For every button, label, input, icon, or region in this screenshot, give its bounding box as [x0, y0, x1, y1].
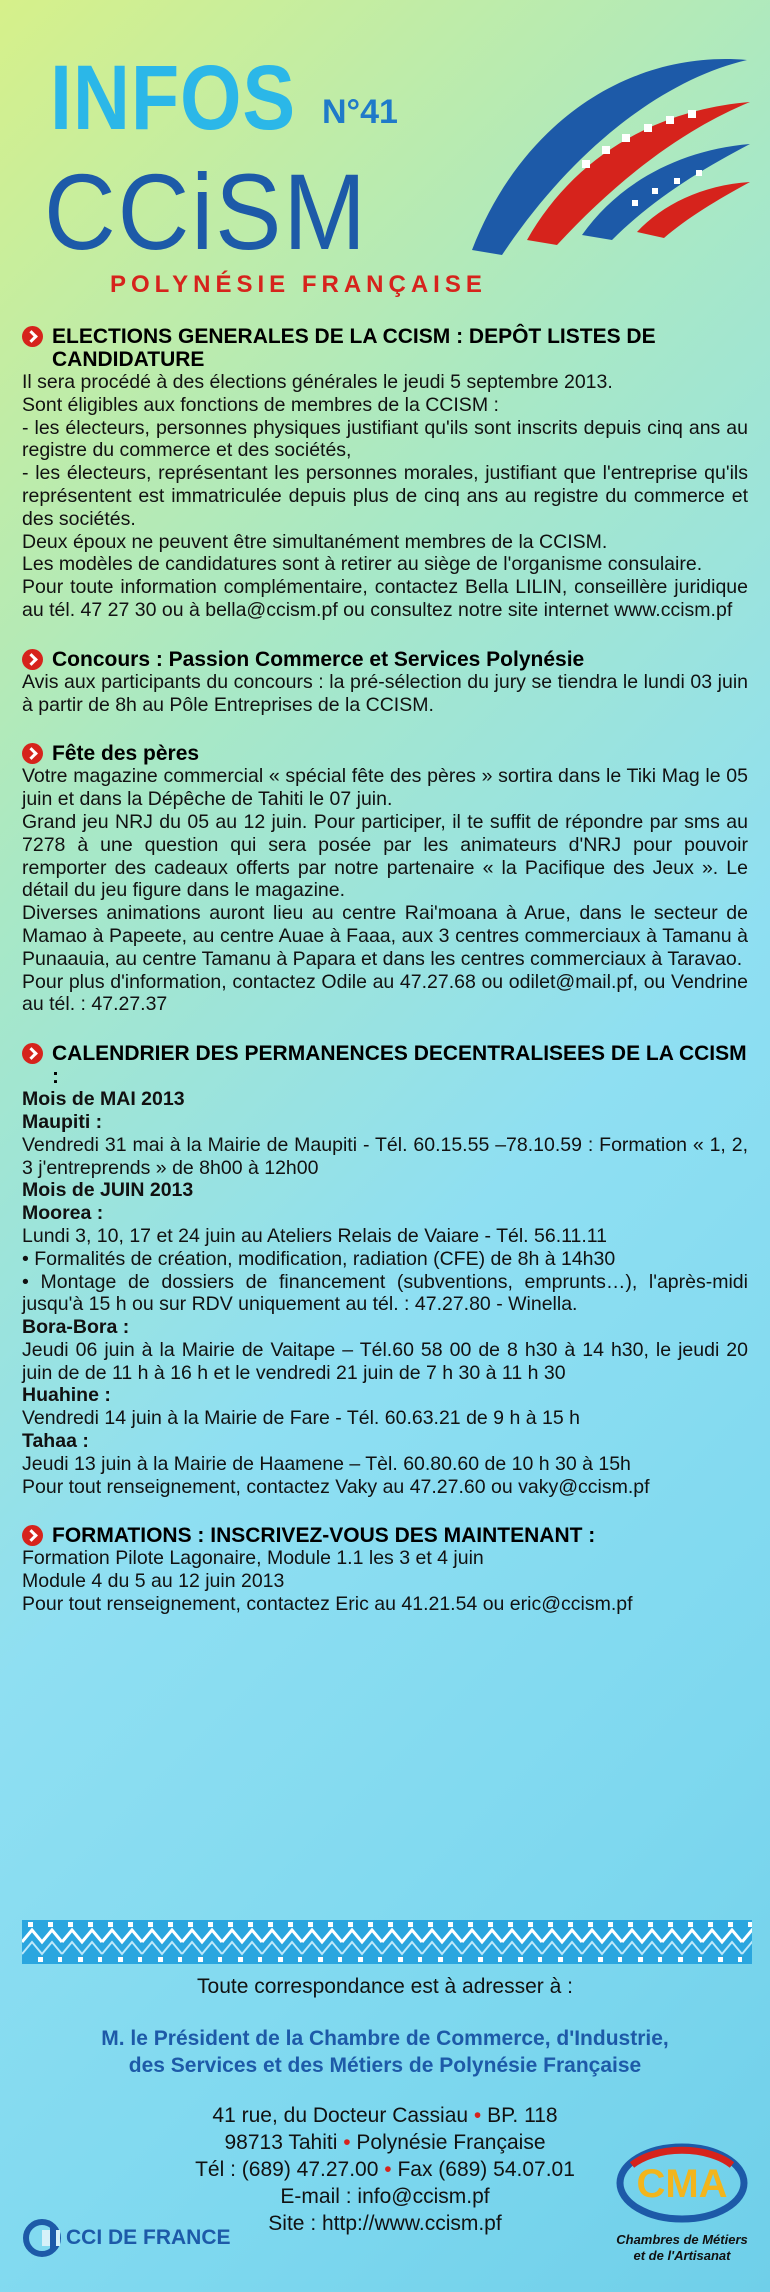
paragraph: • Formalités de création, modification, radiation (CFE) de 8h à 14h30: [22, 1247, 616, 1270]
separator-dot-icon: •: [343, 2131, 351, 2154]
svg-text:CMA: CMA: [636, 2162, 728, 2206]
paragraph: Votre magazine commercial « spécial fête des pères » sortira dans le Tiki Mag le 05 juin et dans la Dépêche de Tahiti le 07 juin.: [22, 765, 748, 811]
ccism-swoosh-logo-icon: [432, 40, 752, 270]
section-heading: [22, 325, 748, 371]
section-calendrier: [22, 1042, 748, 1498]
paragraph: - les électeurs, personnes physiques justifiant qu'ils sont inscrits depuis cinq ans au registre du commerce et des sociétés,: [22, 416, 748, 462]
polynesian-pattern-divider: [22, 1920, 752, 1964]
country: Polynésie Française: [356, 2131, 546, 2154]
section-concours: [22, 648, 748, 717]
paragraph: Deux époux ne peuvent être simultanément membres de la CCISM.: [22, 530, 608, 553]
section-heading: [22, 1042, 748, 1088]
arrow-bullet-icon: [22, 743, 43, 764]
section-heading: [22, 1524, 748, 1547]
paragraph: Les modèles de candidatures sont à retirer au siège de l'organisme consulaire.: [22, 553, 703, 576]
paragraph: • Montage de dossiers de financement (subventions, emprunts…), l'après-midi jusqu'à 15 h ou sur RDV uniquement au tél. : 47.27.80 - Winella.: [22, 1270, 748, 1316]
address-line: [150, 2156, 620, 2183]
cma-caption-line: Chambres de Métiers: [616, 2232, 748, 2247]
section-title: Concours : Passion Commerce et Services Polynésie: [52, 647, 585, 671]
arrow-bullet-icon: [22, 649, 43, 670]
island-heading: Huahine :: [22, 1384, 111, 1407]
paragraph: - les électeurs, représentant les personnes morales, justifiant que l'entreprise qu'ils représentent est immatriculée depuis plus de cinq ans au registre du commerce et des sociétés.: [22, 462, 748, 530]
addressee-line: des Services et des Métiers de Polynésie Française: [128, 2054, 642, 2077]
arrow-bullet-icon: [22, 326, 43, 347]
articles: [22, 325, 748, 1642]
addressee: [0, 2025, 770, 2079]
island-heading: Moorea :: [22, 1202, 104, 1225]
island-heading: Tahaa :: [22, 1430, 89, 1453]
paragraph: Il sera procédé à des élections générales le jeudi 5 septembre 2013.: [22, 371, 613, 393]
section-heading: [22, 648, 748, 671]
section-title: Fête des pères: [52, 742, 200, 766]
paragraph: Sont éligibles aux fonctions de membres de la CCISM :: [22, 393, 499, 416]
cma-caption-line: et de l'Artisanat: [633, 2248, 731, 2263]
section-heading: [22, 742, 748, 765]
paragraph: Vendredi 31 mai à la Mairie de Maupiti - Tél. 60.15.55 –78.10.59 : Formation « 1, 2, 3 j'entreprends » de 8h00 à 12h00: [22, 1133, 748, 1179]
paragraph: Jeudi 06 juin à la Mairie de Vaitape – Tél.60 58 00 de 8 h30 à 14 h30, le jeudi 20 juin de de 11 h à 16 h et le vendredi 21 juin de 7 h 30 à 11 h 30: [22, 1338, 748, 1384]
arrow-bullet-icon: [22, 1043, 43, 1064]
section-elections: [22, 325, 748, 622]
infos-title: INFOS: [50, 47, 297, 149]
paragraph: Module 4 du 5 au 12 juin 2013: [22, 1570, 285, 1593]
correspondence-note: Toute correspondance est à adresser à :: [197, 1975, 573, 1998]
paragraph: Pour tout renseignement, contactez Eric au 41.21.54 ou eric@ccism.pf: [22, 1593, 633, 1616]
island-heading: Maupiti :: [22, 1110, 103, 1133]
paragraph: Avis aux participants du concours : la pré-sélection du jury se tiendra le lundi 03 juin à partir de 8h au Pôle Entreprises de la CCISM.: [22, 670, 748, 716]
paragraph: Lundi 3, 10, 17 et 24 juin au Ateliers Relais de Vaiare - Tél. 56.11.11: [22, 1224, 608, 1247]
section-title: FORMATIONS : INSCRIVEZ-VOUS DES MAINTENANT :: [52, 1524, 596, 1548]
addressee-line: M. le Président de la Chambre de Commerce, d'Industrie,: [101, 2027, 669, 2050]
paragraph: Pour plus d'information, contactez Odile au 47.27.68 ou odilet@mail.pf, ou Vendrine au tél. : 47.27.37: [22, 970, 748, 1016]
ccism-logo-text: CCiSM: [44, 151, 368, 272]
island-heading: Bora-Bora :: [22, 1316, 130, 1339]
po-box: BP. 118: [487, 2104, 558, 2127]
paragraph: Grand jeu NRJ du 05 au 12 juin. Pour participer, il te suffit de répondre par sms au 7278 à une question qui sera posée par les animateurs d'NRJ pour pouvoir remporter des cadeaux offerts par notre partenaire « la Pacifique des Jeux ». Le détail du jeu figure dans le magazine.: [22, 810, 748, 902]
cma-logo-icon: [612, 2135, 752, 2230]
month-heading: Mois de JUIN 2013: [22, 1179, 194, 1202]
city: 98713 Tahiti: [224, 2131, 338, 2154]
paragraph: Diverses animations auront lieu au centre Rai'moana à Arue, dans le secteur de Mamao à Papeete, au centre Auae à Faaa, aux 3 centres commerciaux à Tamanu à Punaauia, au centre Tamanu à Papara et dans les centres commerciaux à Taravao.: [22, 902, 748, 970]
separator-dot-icon: •: [384, 2158, 392, 2181]
cci-de-france-text: CCI DE FRANCE: [66, 2226, 231, 2249]
arrow-bullet-icon: [22, 1525, 43, 1546]
section-formations: [22, 1524, 748, 1615]
fax: Fax (689) 54.07.01: [397, 2158, 575, 2181]
phone: Tél : (689) 47.27.00: [195, 2158, 379, 2181]
cma-caption: [602, 2232, 762, 2264]
paragraph: Pour toute information complémentaire, contactez Bella LILIN, conseillère juridique au tél. 47 27 30 ou à bella@ccism.pf ou consultez notre site internet www.ccism.pf: [22, 576, 748, 621]
section-fete-des-peres: [22, 742, 748, 1016]
address-line: [150, 2129, 620, 2156]
section-title: ELECTIONS GENERALES DE LA CCISM : DEPÔT LISTES DE CANDIDATURE: [52, 325, 656, 371]
address-line: [150, 2102, 620, 2129]
paragraph: Jeudi 13 juin à la Mairie de Haamene – Tèl. 60.80.60 de 10 h 30 à 15h: [22, 1452, 631, 1475]
month-heading: Mois de MAI 2013: [22, 1088, 185, 1111]
issue-number: N°41: [322, 93, 398, 131]
postal-address: [150, 2102, 620, 2237]
section-title: CALENDRIER DES PERMANENCES DECENTRALISEES DE LA CCISM :: [52, 1042, 747, 1089]
masthead: [0, 0, 770, 318]
paragraph: Vendredi 14 juin à la Mairie de Fare - Tél. 60.63.21 de 9 h à 15 h: [22, 1407, 580, 1430]
email: E-mail : info@ccism.pf: [280, 2185, 490, 2208]
paragraph: Pour tout renseignement, contactez Vaky au 47.27.60 ou vaky@ccism.pf: [22, 1475, 650, 1498]
polynesie-tagline: POLYNÉSIE FRANÇAISE: [110, 271, 487, 298]
street: 41 rue, du Docteur Cassiau: [212, 2104, 469, 2127]
paragraph: Formation Pilote Lagonaire, Module 1.1 les 3 et 4 juin: [22, 1547, 484, 1570]
website: Site : http://www.ccism.pf: [268, 2212, 502, 2235]
separator-dot-icon: •: [473, 2104, 482, 2127]
